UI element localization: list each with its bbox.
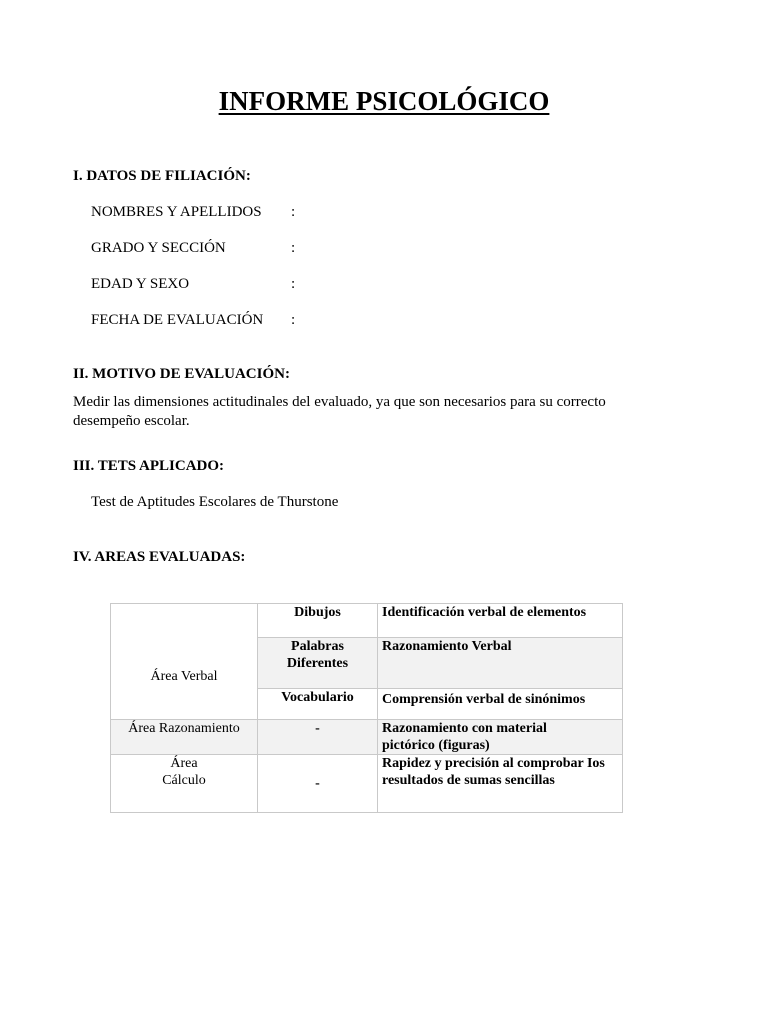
- field-label-grado: GRADO Y SECCIÓN: [91, 240, 226, 256]
- field-label-nombres: NOMBRES Y APELLIDOS: [91, 204, 262, 220]
- sub-area-calculo: -: [258, 755, 378, 813]
- test-name: Test de Aptitudes Escolares de Thurstone: [91, 494, 339, 510]
- table-row: [111, 720, 623, 755]
- sub-area-palabras-text: Palabras Diferentes: [286, 639, 349, 671]
- area-verbal-cell: Área Verbal: [111, 604, 258, 720]
- area-razonamiento-cell: Área Razonamiento: [111, 720, 258, 755]
- desc-dibujos: Identificación verbal de elementos: [378, 604, 623, 638]
- section-heading-motivo: II. MOTIVO DE EVALUACIÓN:: [73, 366, 290, 382]
- field-label-fecha: FECHA DE EVALUACIÓN: [91, 312, 264, 328]
- area-calculo-line2: Cálculo: [162, 773, 206, 788]
- area-calculo-line1: Área: [170, 756, 198, 771]
- desc-palabras: Razonamiento Verbal: [378, 638, 623, 689]
- section-heading-filiacion: I. DATOS DE FILIACIÓN:: [73, 168, 251, 184]
- sub-area-vocabulario: Vocabulario: [258, 689, 378, 720]
- section-heading-test: III. TETS APLICADO:: [73, 458, 225, 474]
- desc-razonamiento: [378, 720, 623, 755]
- desc-razonamiento-text: Razonamiento con material pictórico (figuras): [382, 721, 547, 753]
- table-row: [111, 604, 623, 638]
- field-colon-edad: :: [291, 276, 296, 292]
- section-heading-areas: IV. AREAS EVALUADAS:: [73, 549, 246, 565]
- sub-area-dibujos: Dibujos: [258, 604, 378, 638]
- desc-calculo: [378, 755, 623, 813]
- motivo-paragraph: Medir las dimensiones actitudinales del evaluado, ya que son necesarios para su correcto desempeño escolar.: [73, 394, 606, 429]
- field-colon-nombres: :: [291, 204, 296, 220]
- desc-calculo-text: Rapidez y precisión al comprobar Ios resultados de sumas sencillas: [382, 756, 605, 788]
- sub-area-razonamiento: -: [258, 720, 378, 755]
- title-text: INFORME PSICOLÓGICO: [218, 86, 550, 116]
- table-row: [111, 755, 623, 813]
- field-colon-grado: :: [291, 240, 296, 256]
- document-title: [0, 86, 768, 117]
- area-calculo-cell: [111, 755, 258, 813]
- areas-table: [110, 603, 623, 813]
- field-label-edad: EDAD Y SEXO: [91, 276, 190, 292]
- desc-vocabulario: Comprensión verbal de sinónimos: [378, 689, 623, 720]
- field-colon-fecha: :: [291, 312, 296, 328]
- sub-area-palabras: [258, 638, 378, 689]
